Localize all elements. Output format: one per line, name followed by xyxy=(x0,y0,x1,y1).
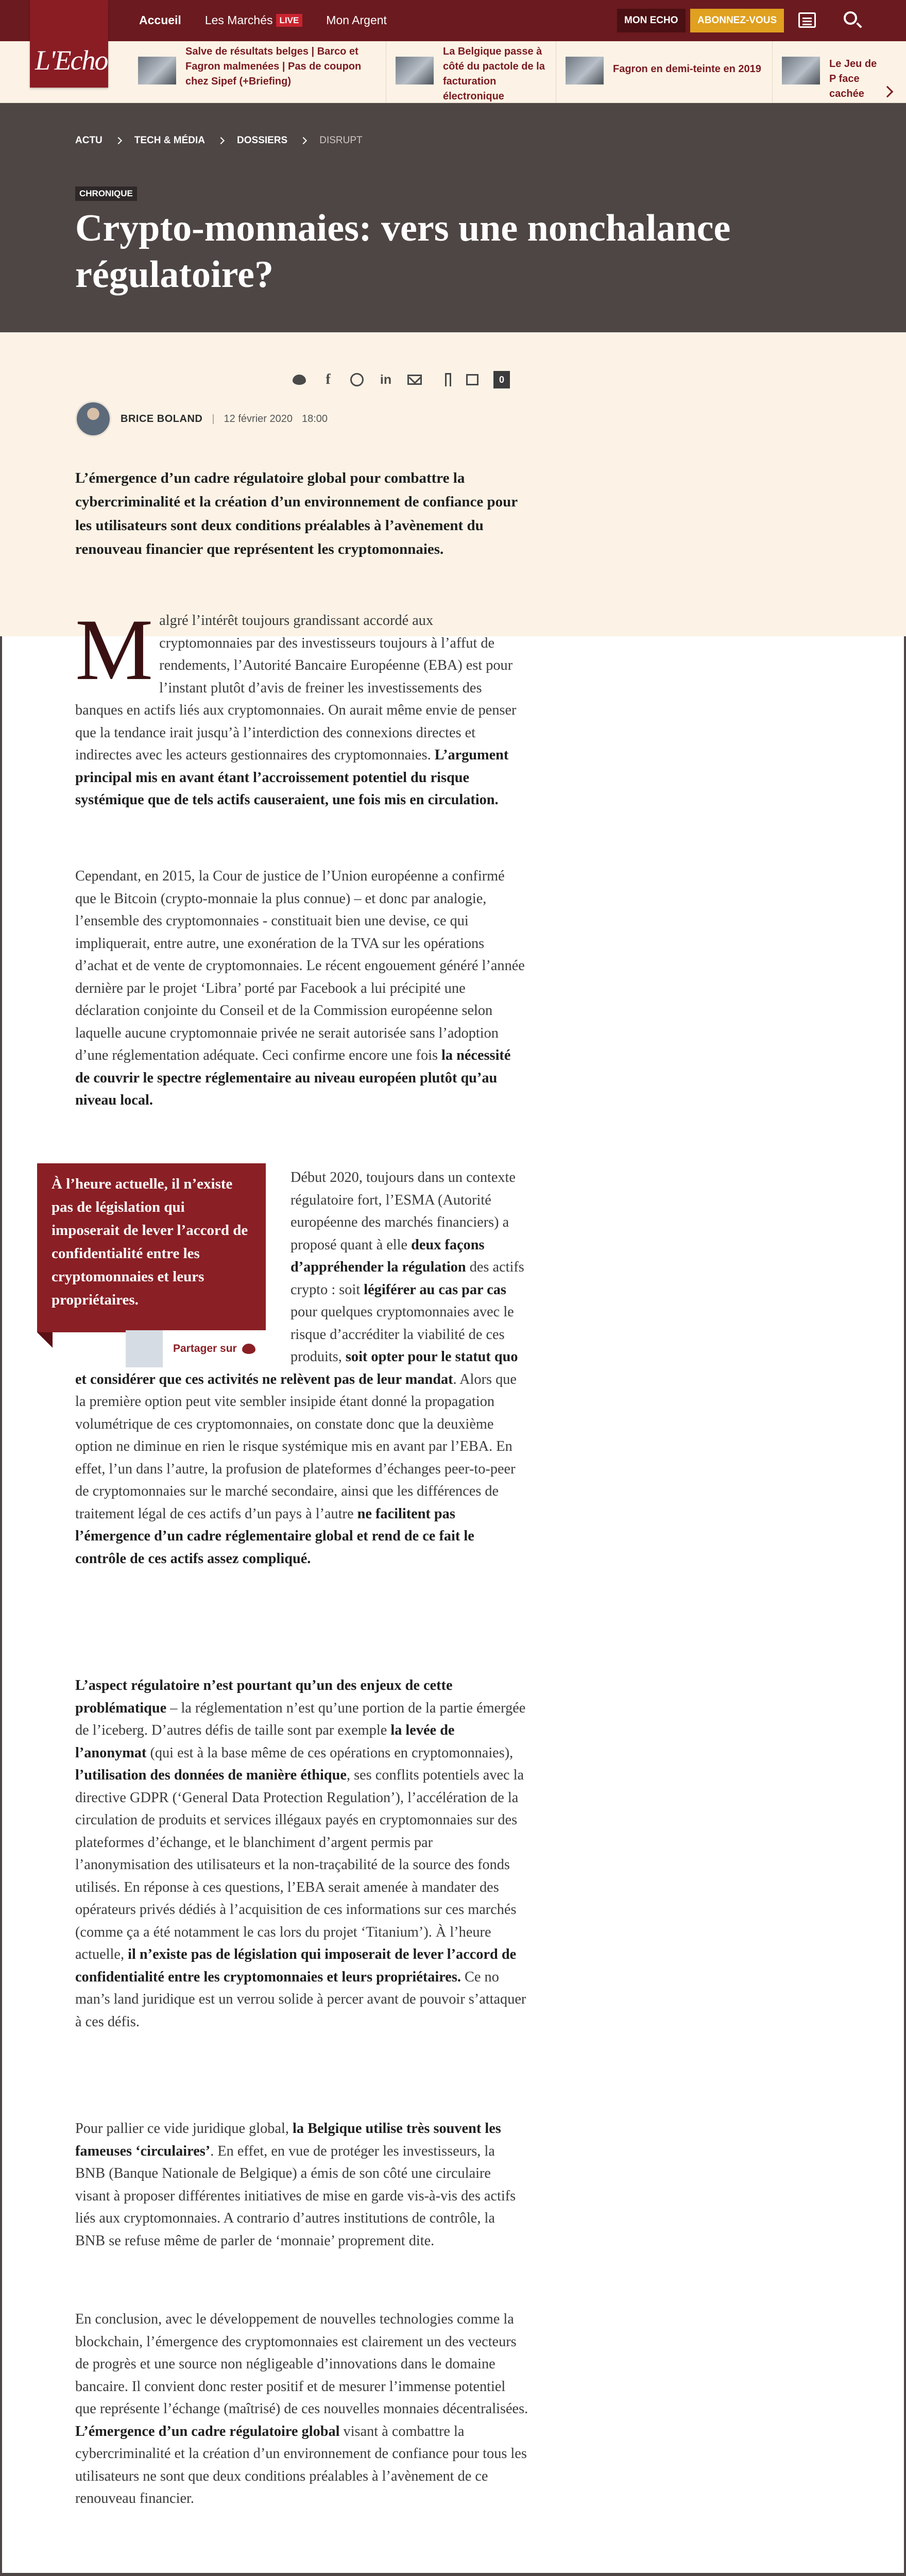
ticker-thumbnail xyxy=(138,57,176,84)
text-bold: soit opter pour le statut quo et considérer que ces activités ne relèvent pas de leur mandat xyxy=(75,1349,518,1387)
text: Pour pallier ce vide juridique global, xyxy=(75,2121,289,2137)
text: . En effet, en vue de protéger les investisseurs, la BNB (Banque Nationale de Belgique) a émis de son côté une circulaire visant à proposer différentes initiatives de mise en garde vis-à-vis des actifs liés aux cryptomonnaies. A contrario d’autres institutions de contrôle, la BNB se refuse même de parler de ‘monnaie’ proprement dite. xyxy=(75,2143,516,2249)
comment-count[interactable]: 0 xyxy=(493,371,510,388)
share-toolbar xyxy=(292,371,510,388)
text-bold: la levée de l’anonymat xyxy=(75,1722,455,1761)
text-bold: la nécessité de couvrir le spectre réglementaire au niveau européen plutôt qu’au niveau local. xyxy=(75,1047,511,1108)
search-icon[interactable] xyxy=(844,11,857,25)
chevron-right-icon xyxy=(300,137,307,144)
newspaper-icon[interactable] xyxy=(798,12,816,28)
paragraph-1 xyxy=(75,601,528,811)
text-bold: L’argument principal mis en avant étant l’accroissement potentiel du risque systémique que de tels actifs causeraient, une fois mis en circulation. xyxy=(75,747,509,808)
chevron-right-icon xyxy=(217,137,225,144)
text: En conclusion, avec le développement de nouvelles technologies comme la blockchain, l’émergence des cryptomonnaies est clairement un des vecteurs de progrès et une source non négligeable d’innovations dans le domaine bancaire. Il convient donc rester positif et de mesurer l’immense potentiel que représente l’échange (maîtrisé) de ces nouvelles monnaies décentralisées. xyxy=(75,2311,528,2417)
breadcrumb-item[interactable]: TECH & MÉDIA xyxy=(134,135,206,146)
ticker-thumbnail xyxy=(566,57,604,84)
site-logo[interactable] xyxy=(30,0,108,88)
share-thumbnail xyxy=(126,1330,163,1367)
text-bold: deux façons d’appréhender la régulation xyxy=(290,1236,485,1275)
text: (qui est à la base même de ces opérations en cryptomonnaies), xyxy=(150,1744,514,1761)
separator: | xyxy=(212,413,215,425)
author-name[interactable]: BRICE BOLAND xyxy=(121,413,203,425)
twitter-icon xyxy=(242,1344,255,1354)
text: pour quelques cryptomonnaies avec le risque d’accréditer la viabilité de ces produits, xyxy=(290,1304,514,1365)
ticker-thumbnail xyxy=(396,57,434,84)
pull-quote-text: À l’heure actuelle, il n’existe pas de législation qui imposerait de lever l’accord de confidentialité entre les cryptomonnaies et leurs propriétaires. xyxy=(37,1163,266,1332)
top-navigation-bar xyxy=(0,0,906,41)
breadcrumb-item[interactable]: DOSSIERS xyxy=(237,135,288,146)
ticker-item[interactable] xyxy=(386,41,556,103)
live-badge: LIVE xyxy=(276,14,303,27)
breadcrumb-item-current[interactable]: DISRUPT xyxy=(319,135,363,146)
share-label: Partager sur xyxy=(173,1343,237,1355)
text: Début 2020, toujours dans un contexte régulatoire fort, l’ESMA (Autorité européenne des marchés financiers) a proposé quant à elle xyxy=(290,1170,516,1253)
linkedin-icon[interactable]: in xyxy=(380,372,392,387)
paragraph-5 xyxy=(75,2117,528,2252)
ticker-item-text: Le Jeu de P face cachée xyxy=(829,58,877,99)
text: visant à combattre la cybercriminalité et la création d’un environnement de confiance pour tous les utilisateurs ne sont que deux conditions préalables à l’avènement de ce renouveau financier. xyxy=(75,2423,527,2506)
chevron-right-icon xyxy=(115,137,122,144)
text: algré l’intérêt toujours grandissant accordé aux cryptomonnaies par des investisseurs toujours à l’affut de rendements, l’Autorité Bancaire Européenne (EBA) est pour l’instant plutôt d’avis de freiner les investissements des banques en actifs liés aux cryptomonnaies. On aurait même envie de penser que la tendance irait jusqu’à l’interdiction des connexions directes et indirectes avec les acteurs gestionnaires des cryptomonnaies. xyxy=(75,613,517,763)
subscribe-button[interactable]: ABONNEZ-VOUS xyxy=(690,9,784,32)
publish-date: 12 février 2020 xyxy=(224,413,293,425)
text-bold: la Belgique utilise très souvent les fameuses ‘circulaires’ xyxy=(75,2121,501,2159)
ticker-item[interactable] xyxy=(556,41,773,103)
text: . Alors que la première option peut vite sembler insipide étant donné la propagation volumétrique de ces cryptomonnaies, on constate donc que la deuxième option ne diminue en rien le risque systémique mis en avant par l’EBA. En effet, l’un dans l’autre, la profusion de plateformes d’échanges peer-to-peer de cryptomonnaies sur le marché secondaire, ainsi que les différences de traitement légal de ces actifs d’un pays à l’autre xyxy=(75,1371,517,1522)
main-nav xyxy=(139,13,387,27)
mail-icon[interactable] xyxy=(407,372,422,387)
ticker-thumbnail xyxy=(782,57,820,84)
article-lead: L’émergence d’un cadre régulatoire global pour combattre la cybercriminalité et la création d’un environnement de confiance pour les utilisateurs sont deux conditions préalables à l’avènement du renouveau financier que représentent les cryptomonnaies. xyxy=(75,470,518,557)
text-bold: L’émergence d’un cadre régulatoire global xyxy=(75,2423,340,2439)
drop-cap: M xyxy=(75,601,153,698)
pull-quote-share-button[interactable] xyxy=(126,1330,266,1367)
breadcrumb-item[interactable]: ACTU xyxy=(75,135,102,146)
text-bold: ne facilitent pas l’émergence d’un cadre réglementaire global et rend de ce fait le contrôle de ces actifs assez compliqué. xyxy=(75,1505,474,1567)
avatar xyxy=(75,401,111,437)
nav-item-marches[interactable] xyxy=(205,13,302,27)
text: des actifs crypto : soit xyxy=(290,1259,524,1298)
text-bold: il n’existe pas de législation qui imposerait de lever l’accord de confidentialité entre les cryptomonnaies et leurs propriétaires. xyxy=(75,1946,517,1985)
ticker-item[interactable] xyxy=(773,41,881,103)
text: Cependant, en 2015, la Cour de justice de l’Union européenne a confirmé que le Bitcoin (crypto-monnaie la plus connue) – et donc par analogie, l’ensemble des cryptomonnaies - constituait bien une devise, ce qui impliquerait, entre autre, une exonération de la TVA sur les opérations d’achat et de vente de cryptomonnaies. Le récent engouement généré l’année dernière par le projet ‘Libra’ porté par Facebook a lui précipité une déclaration conjointe du Conseil et de la Commission européenne selon laquelle aucune cryptomonnaie privée ne serait autorisée sans l’adoption d’une réglementation adéquate. Ceci confirme encore une fois xyxy=(75,868,525,1063)
paragraph-2 xyxy=(75,865,528,1112)
text: – la réglementation n’est qu’une portion de la partie émergée de l’iceberg. D’autres défis de taille sont par exemple xyxy=(75,1700,526,1738)
ticker-item-text: Fagron en demi-teinte en 2019 xyxy=(613,63,761,75)
ticker-item-text: Salve de résultats belges | Barco et Fagron malmenées | Pas de coupon chez Sipef (+Briefing) xyxy=(185,46,362,87)
pull-quote-fold xyxy=(37,1332,53,1348)
text-bold: légiférer au cas par cas xyxy=(364,1281,506,1298)
category-badge: CHRONIQUE xyxy=(75,187,137,201)
paragraph-3 xyxy=(52,1166,528,1570)
text-bold: L’aspect régulatoire n’est pourtant qu’un des enjeux de cette problématique xyxy=(75,1677,453,1716)
twitter-icon[interactable] xyxy=(292,372,307,387)
bookmark-icon[interactable] xyxy=(436,372,451,387)
nav-item-mon-argent[interactable]: Mon Argent xyxy=(326,13,387,27)
text-bold: l’utilisation des données de manière éthique xyxy=(75,1767,347,1783)
article-title: Crypto-monnaies: vers une nonchalance régulatoire? xyxy=(75,207,731,296)
logo-text: L'Echo xyxy=(35,45,108,76)
text: , ses conflits potentiels avec la directive GDPR (‘General Data Protection Regulation’), l’accélération de la circulation de produits et services illégaux payés en cryptomonnaies sur des plateformes d’échange, et le blanchiment d’argent permis par l’anonymisation des utilisateurs et la non-traçabilité de la source des fonds utilisés. En réponse à ces questions, l’EBA serait amenée à mandater des opérateurs privés dédiés à l’acquisition de ces informations sur ces marchés (comme ça a été notamment le cas lors du projet ‘Titanium’). À l’heure actuelle, xyxy=(75,1767,524,1962)
nav-item-marches-label: Les Marchés xyxy=(204,13,273,27)
ticker-item-text: La Belgique passe à côté du pactole de la facturation électronique xyxy=(443,46,545,102)
ticker-next-icon[interactable] xyxy=(882,86,894,98)
facebook-icon[interactable]: f xyxy=(326,371,331,387)
paragraph-6 xyxy=(75,2308,528,2510)
pull-quote xyxy=(37,1163,266,1355)
text: Ce no man’s land juridique est un verrou solide à percer avant de pouvoir s’attaquer à ces défis. xyxy=(75,1969,526,2030)
whatsapp-icon[interactable] xyxy=(349,372,365,387)
article-hero xyxy=(0,103,906,332)
publish-time: 18:00 xyxy=(301,413,328,425)
news-ticker xyxy=(0,41,906,103)
mon-echo-button[interactable]: MON ECHO xyxy=(617,9,686,32)
author-line xyxy=(75,401,328,437)
page-bottom-border xyxy=(0,2573,906,2576)
ticker-item[interactable] xyxy=(129,41,386,103)
gift-icon[interactable] xyxy=(465,372,480,387)
paragraph-4 xyxy=(75,1674,528,2033)
nav-item-accueil[interactable]: Accueil xyxy=(139,13,181,27)
breadcrumb xyxy=(75,135,363,146)
